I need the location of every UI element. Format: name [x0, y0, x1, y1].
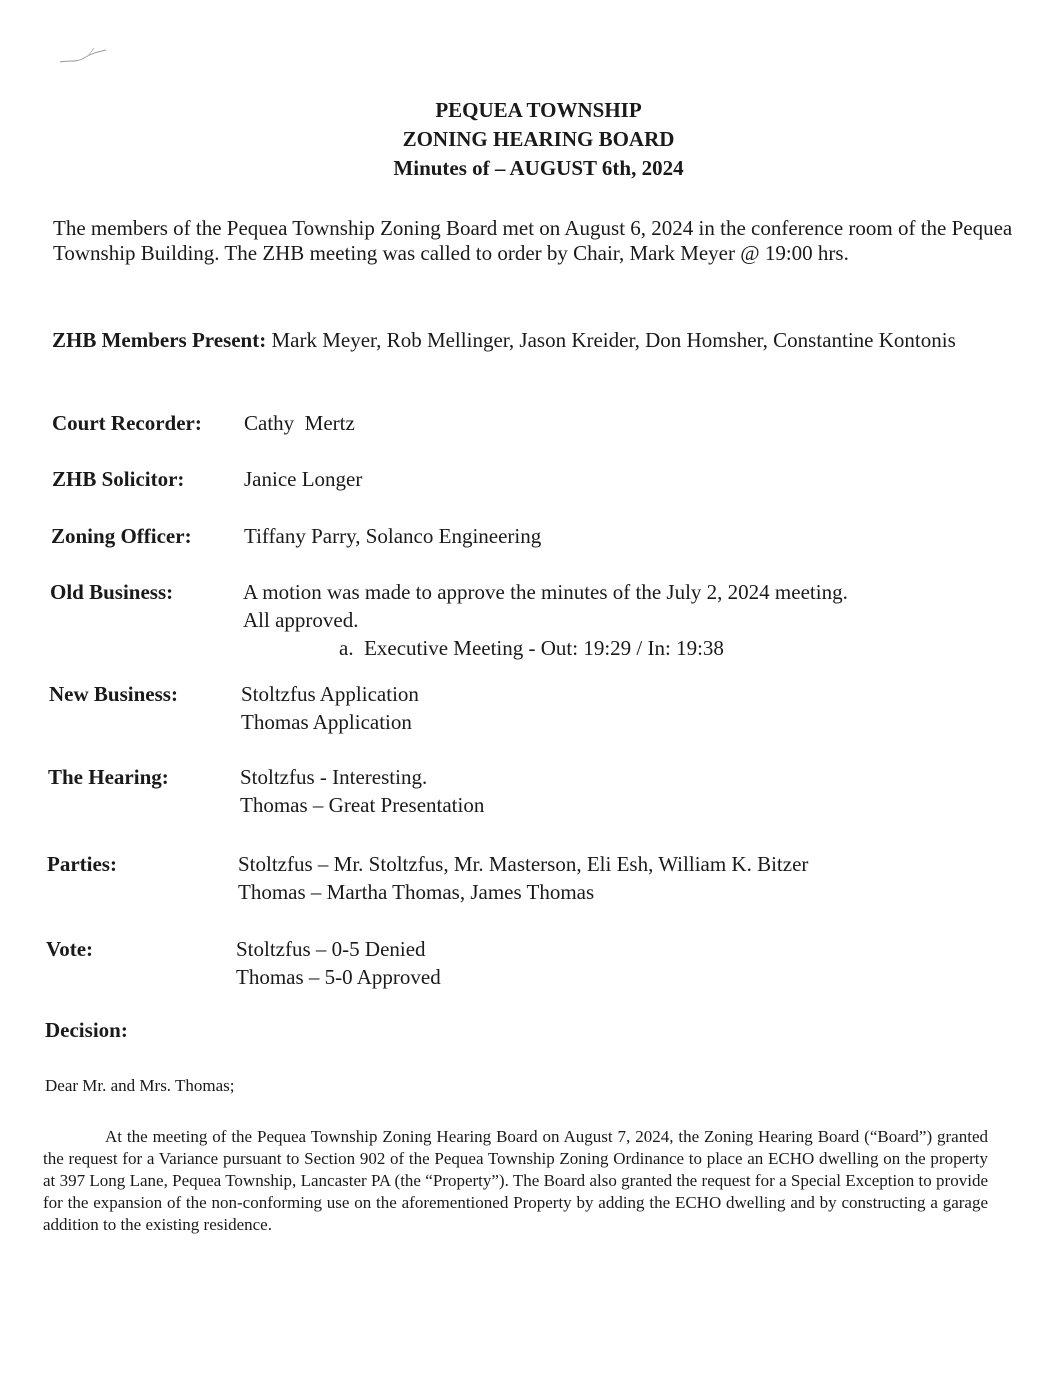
vote-label: Vote: [46, 937, 94, 961]
new-business-line2: Thomas Application [241, 710, 412, 734]
parties-line1: Stoltzfus – Mr. Stoltzfus, Mr. Masterson, Eli Esh, William K. Bitzer [238, 852, 809, 876]
intro-paragraph: The members of the Pequea Township Zoning Board met on August 6, 2024 in the conference room of the Pequea Township Building. The ZHB meeting was called to order by Chair, Mark Meyer @ 19:00 hrs. [53, 216, 1013, 265]
court-recorder-label: Court Recorder: [52, 411, 202, 435]
vote-line2: Thomas – 5-0 Approved [236, 965, 441, 989]
members-present-names: Mark Meyer, Rob Mellinger, Jason Kreider, Don Homsher, Constantine Kontonis [266, 328, 956, 352]
board-title: ZONING HEARING BOARD [402, 127, 675, 151]
pen-mark-scribble [58, 44, 118, 68]
document-header [0, 96, 1057, 183]
members-present-label: ZHB Members Present: [52, 328, 267, 352]
old-business-item-a: a. Executive Meeting - Out: 19:29 / In: 19:38 [339, 636, 724, 660]
zoning-officer-label: Zoning Officer: [51, 524, 192, 548]
hearing-label: The Hearing: [48, 765, 169, 789]
parties-line2: Thomas – Martha Thomas, James Thomas [238, 880, 595, 904]
solicitor-value: Janice Longer [244, 467, 363, 491]
letter-salutation: Dear Mr. and Mrs. Thomas; [45, 1076, 235, 1095]
new-business-line1: Stoltzfus Application [241, 682, 419, 706]
new-business-label: New Business: [49, 682, 178, 706]
parties-label: Parties: [47, 852, 117, 876]
old-business-line1: A motion was made to approve the minutes of the July 2, 2024 meeting. [243, 580, 848, 604]
old-business-label: Old Business: [50, 580, 174, 604]
hearing-line1: Stoltzfus - Interesting. [240, 765, 428, 789]
letter-body-paragraph: At the meeting of the Pequea Township Zoning Hearing Board on August 7, 2024, the Zoning Hearing Board (“Board”) granted the request for a Variance pursuant to Section 902 of the Pequea Township Zoning Ordinance to place an ECHO dwelling on the property at 397 Long Lane, Pequea Township, Lancaster PA (the “Property”). The Board also granted the request for a Special Exception to provide for the expansion of the non-conforming use on the aforementioned Property by adding the ECHO dwelling and by constructing a garage addition to the existing residence. [43, 1127, 988, 1234]
zoning-officer-value: Tiffany Parry, Solanco Engineering [244, 524, 542, 548]
court-recorder-value: Cathy Mertz [244, 411, 355, 435]
solicitor-label: ZHB Solicitor: [52, 467, 185, 491]
hearing-line2: Thomas – Great Presentation [240, 793, 485, 817]
old-business-line2: All approved. [243, 608, 359, 632]
vote-line1: Stoltzfus – 0-5 Denied [236, 937, 426, 961]
decision-label: Decision: [45, 1018, 128, 1042]
members-present [52, 327, 992, 353]
minutes-date-title: Minutes of – AUGUST 6th, 2024 [393, 156, 684, 180]
township-title: PEQUEA TOWNSHIP [435, 98, 642, 122]
